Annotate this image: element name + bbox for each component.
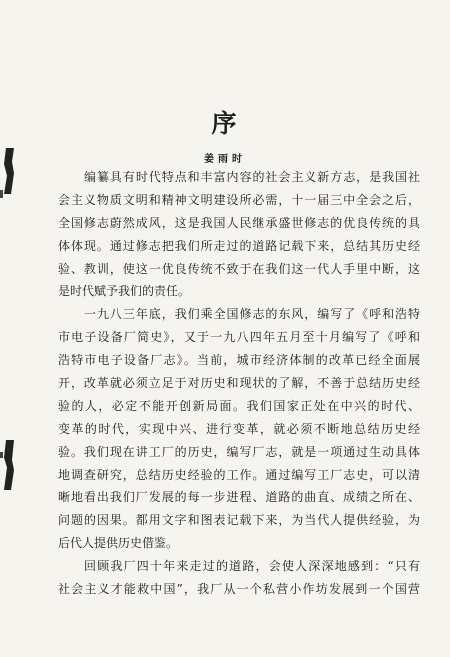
text-line: 开，改革就必须立足于对历史和现状的了解，不善于总结历史经 [58, 376, 420, 391]
text-line: 市电子设备厂简史》，又于一九八四年五月至十月编写了《呼和 [58, 330, 420, 345]
text-line: 体体现。通过修志把我们所走过的道路记载下来，总结其历史经 [58, 238, 420, 253]
binding-mark [4, 440, 14, 490]
text-line: 回顾我厂四十年来走过的道路，会使人深深地感到：“只有 [84, 559, 420, 574]
binding-mark [4, 148, 14, 194]
edge-mark [0, 190, 3, 198]
text-line: 变革的时代，实现中兴、进行变革，就必须不断地总结历史经 [58, 421, 420, 436]
edge-mark [0, 452, 3, 458]
text-line: 是时代赋予我们的责任。 [58, 284, 191, 299]
text-line: 编纂具有时代特点和丰富内容的社会主义新方志，是我国社 [84, 170, 420, 184]
text-line: 会主义物质文明和精神文明建设所必需，十一届三中全会之后， [58, 192, 420, 207]
page-title: 序 [211, 109, 239, 138]
author-name: 姜雨时 [204, 154, 246, 165]
text-line: 社会主义才能救中国”，我厂从一个私营小作坊发展到一个国营 [58, 582, 420, 597]
text-line: 浩特市电子设备厂志》。当前，城市经济体制的改革已经全面展 [58, 353, 420, 368]
text-line: 全国修志蔚然成风，这是我国人民继承盛世修志的优良传统的具 [58, 215, 420, 230]
text-line: 验的人，必定不能开创新局面。我们国家正处在中兴的时代、 [58, 398, 420, 413]
text-line: 验、教训，使这一优良传统不致于在我们这一代人手里中断，这 [58, 261, 420, 276]
text-line: 验。我们现在讲工厂的历史，编写厂志，就是一项通过生动具体 [58, 444, 420, 459]
text-line: 问题的因果。都用文字和图表记载下来，为当代人提供经验，为 [58, 513, 420, 528]
text-line: 地调查研究，总结历史经验的工作。通过编写工厂志史，可以清 [58, 467, 420, 482]
preface-body [58, 166, 420, 601]
text-line: 一九八三年底，我们乘全国修志的东风，编写了《呼和浩特 [84, 307, 420, 322]
text-line: 后代人提供历史借鉴。 [58, 536, 179, 551]
text-line: 晰地看出我们厂发展的每一步进程、道路的曲直、成绩之所在、 [58, 490, 420, 505]
